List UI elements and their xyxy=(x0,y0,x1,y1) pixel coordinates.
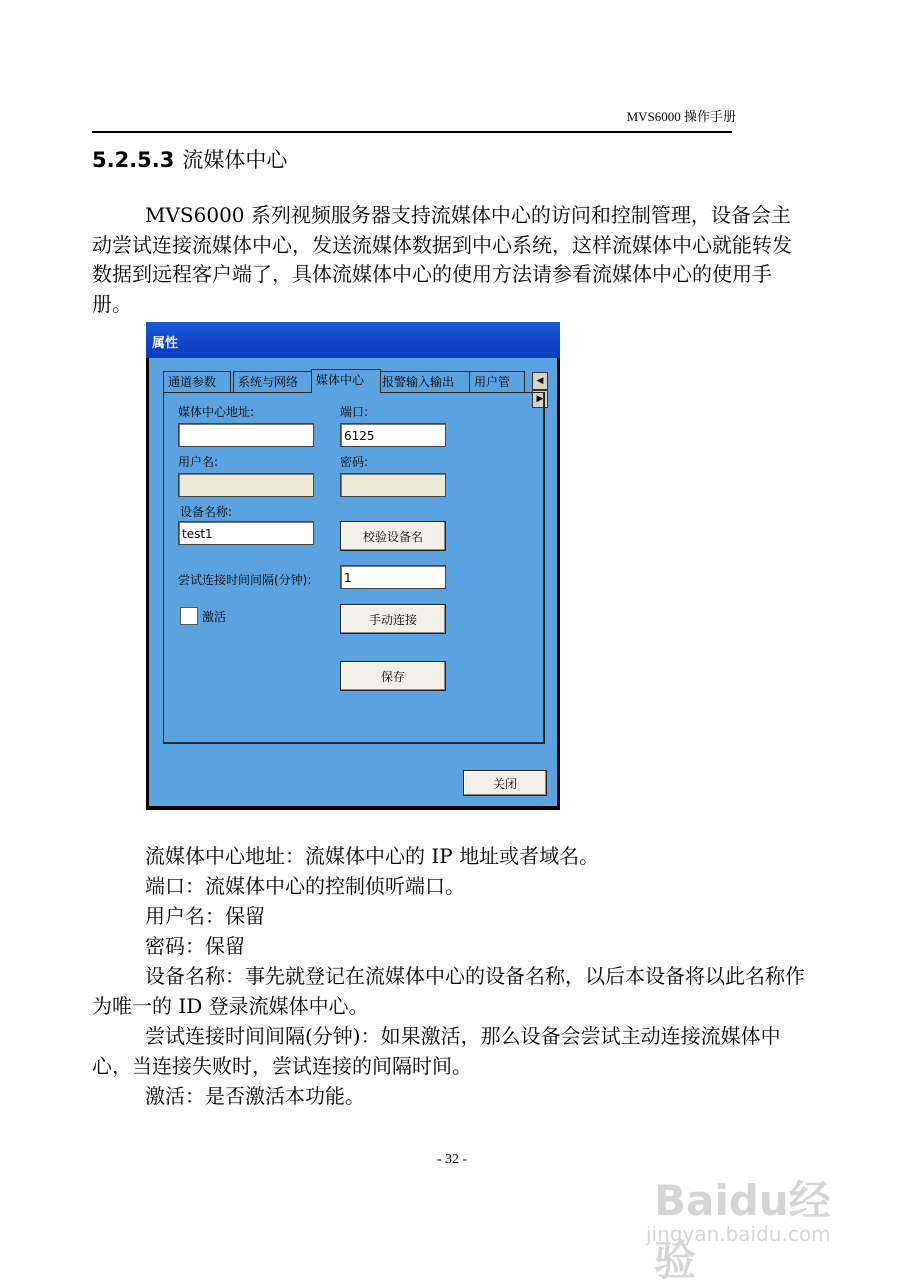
password-input[interactable] xyxy=(340,473,446,497)
retry-interval-input[interactable]: 1 xyxy=(340,565,446,589)
tab-scroll-right-icon[interactable]: ▶ xyxy=(532,390,548,408)
definition-server-address: 流媒体中心地址：流媒体中心的 IP 地址或者域名。 xyxy=(145,844,600,868)
watermark-url: jingyan.baidu.com xyxy=(646,1222,831,1246)
tab-strip xyxy=(163,369,553,404)
tab-media-center[interactable]: 媒体中心 xyxy=(311,369,381,393)
definition-activate: 激活：是否激活本功能。 xyxy=(145,1084,365,1108)
definition-port: 端口：流媒体中心的控制侦听端口。 xyxy=(145,874,465,898)
port-input[interactable]: 6125 xyxy=(340,423,446,447)
retry-interval-label: 尝试连接时间间隔(分钟): xyxy=(178,573,312,587)
server-address-label: 媒体中心地址: xyxy=(178,405,255,419)
dialog-title: 属性 xyxy=(152,336,179,351)
definition-retry-interval: 尝试连接时间间隔(分钟)：如果激活，那么设备会尝试主动连接流媒体中心，当连接失败时，尝试连接的间隔时间。 xyxy=(92,1024,781,1078)
definition-password: 密码：保留 xyxy=(145,934,245,958)
header-rule xyxy=(92,131,732,133)
tab-alarm-io[interactable]: 报警输入输出 xyxy=(377,371,473,392)
intro-paragraph: MVS6000 系列视频服务器支持流媒体中心的访问和控制管理，设备会主动尝试连接流媒体中心，发送流媒体数据到中心系统，这样流媒体中心就能转发数据到远程客户端了，具体流媒体中心的使用方法请参看流媒体中心的使用手册。 xyxy=(92,203,792,316)
definition-username: 用户名：保留 xyxy=(145,904,265,928)
password-label: 密码: xyxy=(340,455,369,469)
watermark-brand: Baidu经验 xyxy=(654,1176,831,1285)
tab-channel-params[interactable]: 通道参数 xyxy=(163,371,231,392)
dialog-titlebar[interactable] xyxy=(146,322,560,358)
save-button[interactable]: 保存 xyxy=(340,661,446,691)
tab-scroll-left-icon[interactable]: ◀ xyxy=(532,372,548,390)
properties-dialog xyxy=(146,322,560,810)
running-header: MVS6000 操作手册 xyxy=(626,109,736,124)
device-name-input[interactable]: test1 xyxy=(178,521,314,545)
dialog-body xyxy=(149,358,557,806)
verify-device-name-button[interactable]: 校验设备名 xyxy=(340,521,446,551)
server-address-input[interactable] xyxy=(178,423,314,447)
activate-checkbox[interactable] xyxy=(180,607,198,625)
tab-system-network[interactable]: 系统与网络 xyxy=(233,371,315,392)
username-label: 用户名: xyxy=(178,455,219,469)
definition-device-name: 设备名称：事先就登记在流媒体中心的设备名称，以后本设备将以此名称作为唯一的 ID 登录流媒体中心。 xyxy=(92,964,805,1018)
page-number: - 32 - xyxy=(436,1152,468,1167)
media-center-panel xyxy=(163,392,545,744)
tab-user-management[interactable]: 用户管 xyxy=(469,371,525,392)
baidu-watermark xyxy=(640,1140,860,1285)
close-button[interactable]: 关闭 xyxy=(463,770,547,796)
section-heading xyxy=(92,144,287,174)
manual-connect-button[interactable]: 手动连接 xyxy=(340,604,446,634)
username-input[interactable] xyxy=(178,473,314,497)
section-title: 流媒体中心 xyxy=(182,148,288,172)
device-name-label: 设备名称: xyxy=(180,505,233,519)
activate-label: 激活 xyxy=(202,610,227,624)
section-number: 5.2.5.3 xyxy=(92,148,175,172)
port-label: 端口: xyxy=(340,405,369,419)
